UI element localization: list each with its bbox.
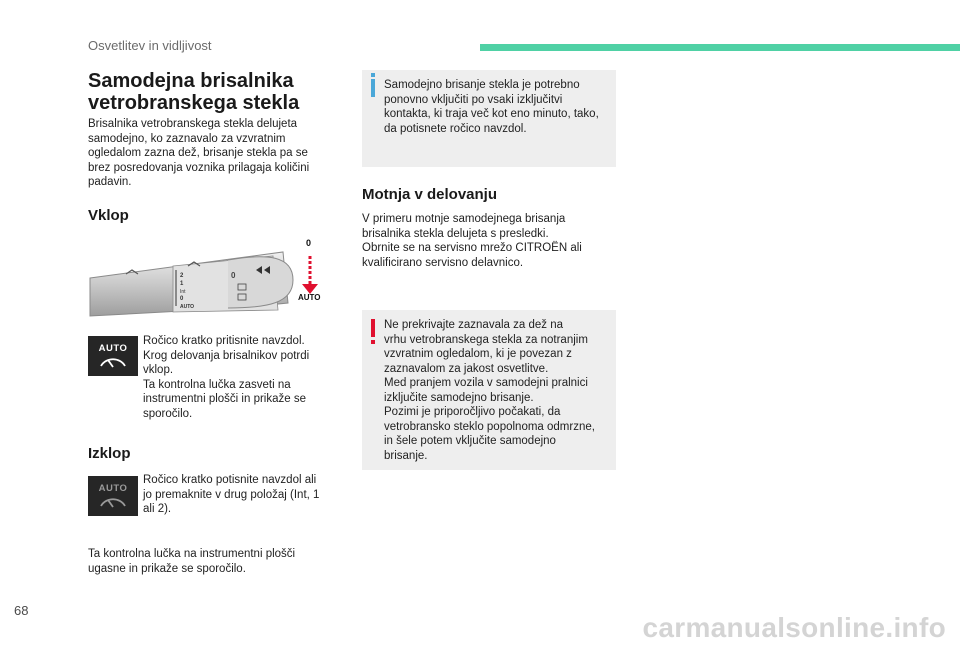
vklop-paragraph: Ročico kratko pritisnite navzdol. Krog delovanja brisalnikov potrdi vklop. Ta kontrolna lučka zasveti na instrumentni plošči in prikaže se sporočilo. xyxy=(143,335,310,420)
auto-indicator-label-off: AUTO xyxy=(98,482,128,494)
info-icon xyxy=(371,79,375,97)
vklop-heading: Vklop xyxy=(88,207,129,224)
warning-text: Ne prekrivajte zaznavala za dež na vrhu vetrobranskega stekla za notranjim vzvratnim ogledalom, ki je povezan z zaznavalom za jakost osvetlitve. Med pranjem vozila v samodejni pralnici izključite samodejno brisanje. Pozimi je priporočljivo počakati, da vetrobransko steklo popolnoma odmrzne, in šele potem vključite samodejno brisanje. xyxy=(384,319,595,462)
auto-indicator-label: AUTO xyxy=(98,342,128,354)
lever-label-0: 0 xyxy=(180,296,184,302)
warning-icon xyxy=(371,319,375,337)
intro-paragraph: Brisalnika vetrobranskega stekla delujeta samodejno, ko zaznavalo za vzvratnim ogledalom zazna dež, brisanje stekla pa se brez posredovanja voznika prilagaja količini padavin. xyxy=(88,118,310,188)
footer-paragraph: Ta kontrolna lučka na instrumentni plošči ugasne in prikaže se sporočilo. xyxy=(88,548,296,575)
motnja-heading: Motnja v delovanju xyxy=(362,186,498,203)
lever-auto-label: AUTO xyxy=(298,293,321,302)
page-number: 68 xyxy=(14,603,29,618)
header-title: Osvetlitev in vidljivost xyxy=(88,38,212,53)
lever-ring-0: 0 xyxy=(231,271,236,280)
wiper-icon xyxy=(98,354,128,370)
auto-indicator-off xyxy=(88,476,138,516)
lever-top-0-label: 0 xyxy=(306,238,312,248)
watermark: carmanualsonline.info xyxy=(642,612,946,643)
auto-indicator-on xyxy=(88,336,138,376)
warning-box xyxy=(362,310,616,470)
motnja-paragraph: V primeru motnje samodejnega brisanja brisalnika stekla delujeta s presledki. Obrnite se na servisno mrežo CITROËN ali kvalificirano servisno delavnico. xyxy=(362,213,582,269)
wiper-icon-off xyxy=(98,494,128,510)
lever-label-2: 2 xyxy=(180,273,184,279)
lever-label-int: Int xyxy=(180,289,186,295)
section-heading: Samodejna brisalnika vetrobranskega stekla xyxy=(88,70,300,114)
info-text: Samodejno brisanje stekla je potrebno ponovno vključiti po vsaki izključitvi kontakta, ki traja več kot eno minuto, tako, da potisnete ročico navzdol. xyxy=(384,79,599,135)
izklop-paragraph: Ročico kratko potisnite navzdol ali jo premaknite v drug položaj (Int, 1 ali 2). xyxy=(143,474,320,515)
info-box xyxy=(362,70,616,167)
lever-label-auto: AUTO xyxy=(180,304,195,310)
header-accent-bar xyxy=(480,44,960,51)
lever-label-1: 1 xyxy=(180,281,184,287)
wiper-lever-illustration xyxy=(88,228,336,328)
izklop-heading: Izklop xyxy=(88,445,131,462)
